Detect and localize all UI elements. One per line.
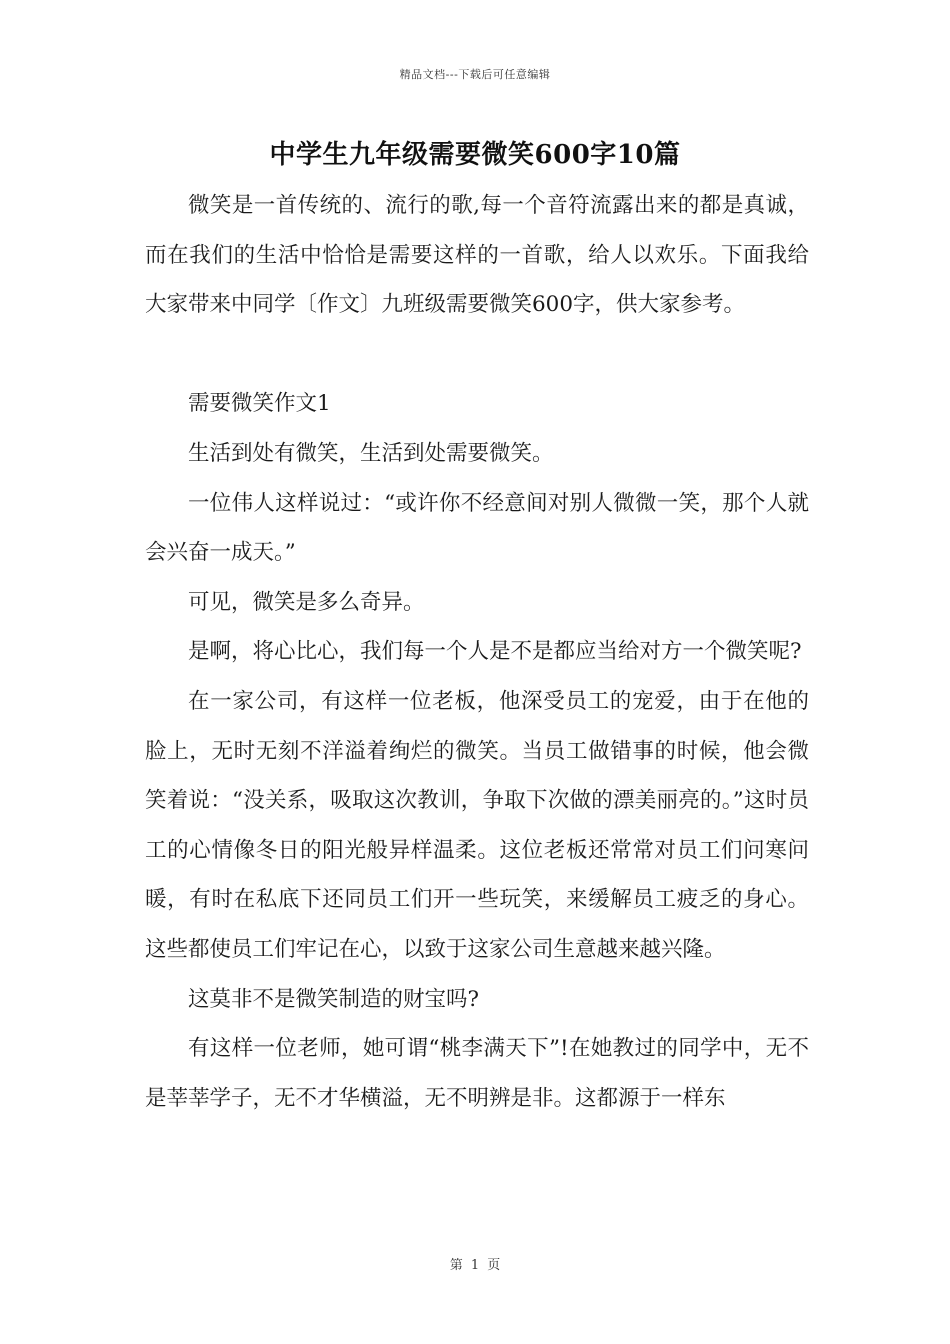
body-paragraph: 是啊，将心比心，我们每一个人是不是都应当给对方一个微笑呢? [188, 639, 802, 665]
document-body [145, 181, 809, 1123]
intro-paragraph: 微笑是一首传统的、流行的歌,每一个音符流露出来的都是真诚，而在我们的生活中恰恰是需要这样的一首歌，给人以欢乐。下面我给大家带来中同学〔作文〕九班级需要微笑600字，供大家参考。 [145, 193, 809, 318]
body-paragraph: 可见，微笑是多么奇异。 [188, 589, 425, 615]
section-heading: 需要微笑作文1 [188, 391, 331, 417]
body-paragraph: 有这样一位老师，她可谓“桃李满天下”!在她教过的同学中，无不是莘莘学子，无不才华横溢，无不明辨是非。这都源于一样东 [145, 1036, 809, 1111]
document-title: 中学生九年级需要微笑600字10篇 [269, 140, 681, 170]
header-note: 精品文档---下载后可任意编辑 [399, 68, 551, 81]
body-paragraph: 这莫非不是微笑制造的财宝吗? [188, 986, 480, 1012]
body-paragraph: 生活到处有微笑，生活到处需要微笑。 [188, 440, 554, 466]
body-paragraph: 一位伟人这样说过：“或许你不经意间对别人微微一笑，那个人就会兴奋一成天。” [145, 490, 809, 566]
body-paragraph: 在一家公司，有这样一位老板，他深受员工的宠爱，由于在他的脸上，无时无刻不洋溢着绚烂的微笑。当员工做错事的时候，他会微笑着说：“没关系，吸取这次教训，争取下次做的漂美丽亮的。”这时员工的心情像冬日的阳光般异样温柔。这位老板还常常对员工们问寒问暖，有时在私底下还同员工们开一些玩笑，来缓解员工疲乏的身心。这些都使员工们牢记在心，以致于这家公司生意越来越兴隆。 [145, 688, 809, 962]
page-number: 第 1 页 [449, 1258, 501, 1273]
